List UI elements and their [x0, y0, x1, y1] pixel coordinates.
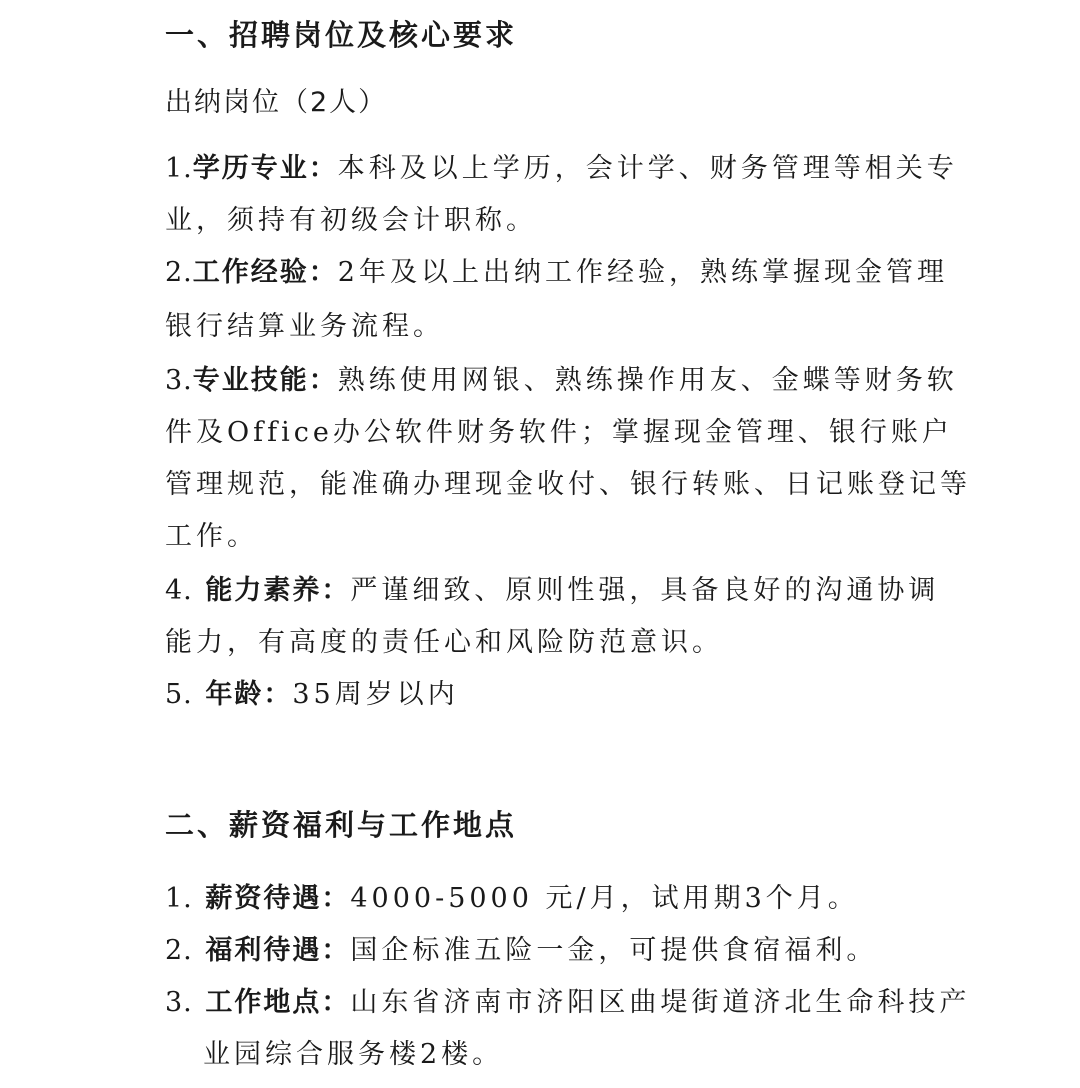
- s1-item-4-term: 能力素养：: [205, 575, 351, 606]
- s1-item-5-number: 5.: [165, 679, 193, 710]
- s1-item-5: [165, 678, 459, 712]
- s1-item-3: [165, 364, 958, 398]
- s1-item-4: [165, 574, 939, 608]
- s2-item-3-term: 工作地点：: [205, 987, 351, 1018]
- s1-item-2-line-2: 银行结算业务流程。: [165, 311, 444, 342]
- s1-item-5-term: 年龄：: [205, 679, 293, 710]
- s2-item-1-term: 薪资待遇：: [205, 883, 351, 914]
- s2-item-1-number: 1.: [165, 883, 193, 914]
- s1-item-3-line-4: 工作。: [165, 521, 258, 552]
- s1-item-2-term: 工作经验：: [192, 257, 338, 288]
- s1-item-2: [165, 256, 948, 290]
- s2-item-3: [165, 986, 970, 1020]
- s1-item-1-line-1: 本科及以上学历，会计学、财务管理等相关专: [337, 153, 958, 184]
- s1-item-3-term: 专业技能：: [192, 365, 338, 396]
- s1-item-2-line-1: 2年及以上出纳工作经验，熟练掌握现金管理: [337, 257, 948, 288]
- s1-item-3-line-3: 管理规范，能准确办理现金收付、银行转账、日记账登记等: [165, 469, 971, 500]
- s2-item-1: [165, 882, 859, 916]
- s2-item-1-line-1: 4000-5000 元/月，试用期3个月。: [350, 883, 859, 914]
- s1-item-1-term: 学历专业：: [192, 153, 338, 184]
- s1-item-3-line-2: 件及Office办公软件财务软件；掌握现金管理、银行账户: [165, 417, 953, 448]
- s1-item-4-line-2: 能力，有高度的责任心和风险防范意识。: [165, 627, 723, 658]
- position-title: 出纳岗位（2人）: [165, 87, 388, 118]
- s2-item-2-number: 2.: [165, 935, 193, 966]
- s2-item-2: [165, 934, 877, 968]
- s1-item-3-line-1: 熟练使用网银、熟练操作用友、金蝶等财务软: [337, 365, 958, 396]
- s2-item-2-term: 福利待遇：: [205, 935, 351, 966]
- section-1-heading: 一、招聘岗位及核心要求: [165, 18, 518, 52]
- s2-item-2-line-1: 国企标准五险一金，可提供食宿福利。: [350, 935, 878, 966]
- s2-item-3-line-2: 业园综合服务楼2楼。: [203, 1039, 504, 1070]
- s1-item-5-line-1: 35周岁以内: [292, 679, 459, 710]
- s1-item-3-number: 3.: [165, 365, 193, 396]
- s1-item-1: [165, 152, 958, 186]
- section-2-heading: 二、薪资福利与工作地点: [165, 808, 518, 842]
- s1-item-2-number: 2.: [165, 257, 193, 288]
- s1-item-4-line-1: 严谨细致、原则性强，具备良好的沟通协调: [350, 575, 940, 606]
- s2-item-3-line-1: 山东省济南市济阳区曲堤街道济北生命科技产: [350, 987, 971, 1018]
- s2-item-3-number: 3.: [165, 987, 193, 1018]
- s1-item-4-number: 4.: [165, 575, 193, 606]
- s1-item-1-number: 1.: [165, 153, 193, 184]
- s1-item-1-line-2: 业，须持有初级会计职称。: [165, 205, 537, 236]
